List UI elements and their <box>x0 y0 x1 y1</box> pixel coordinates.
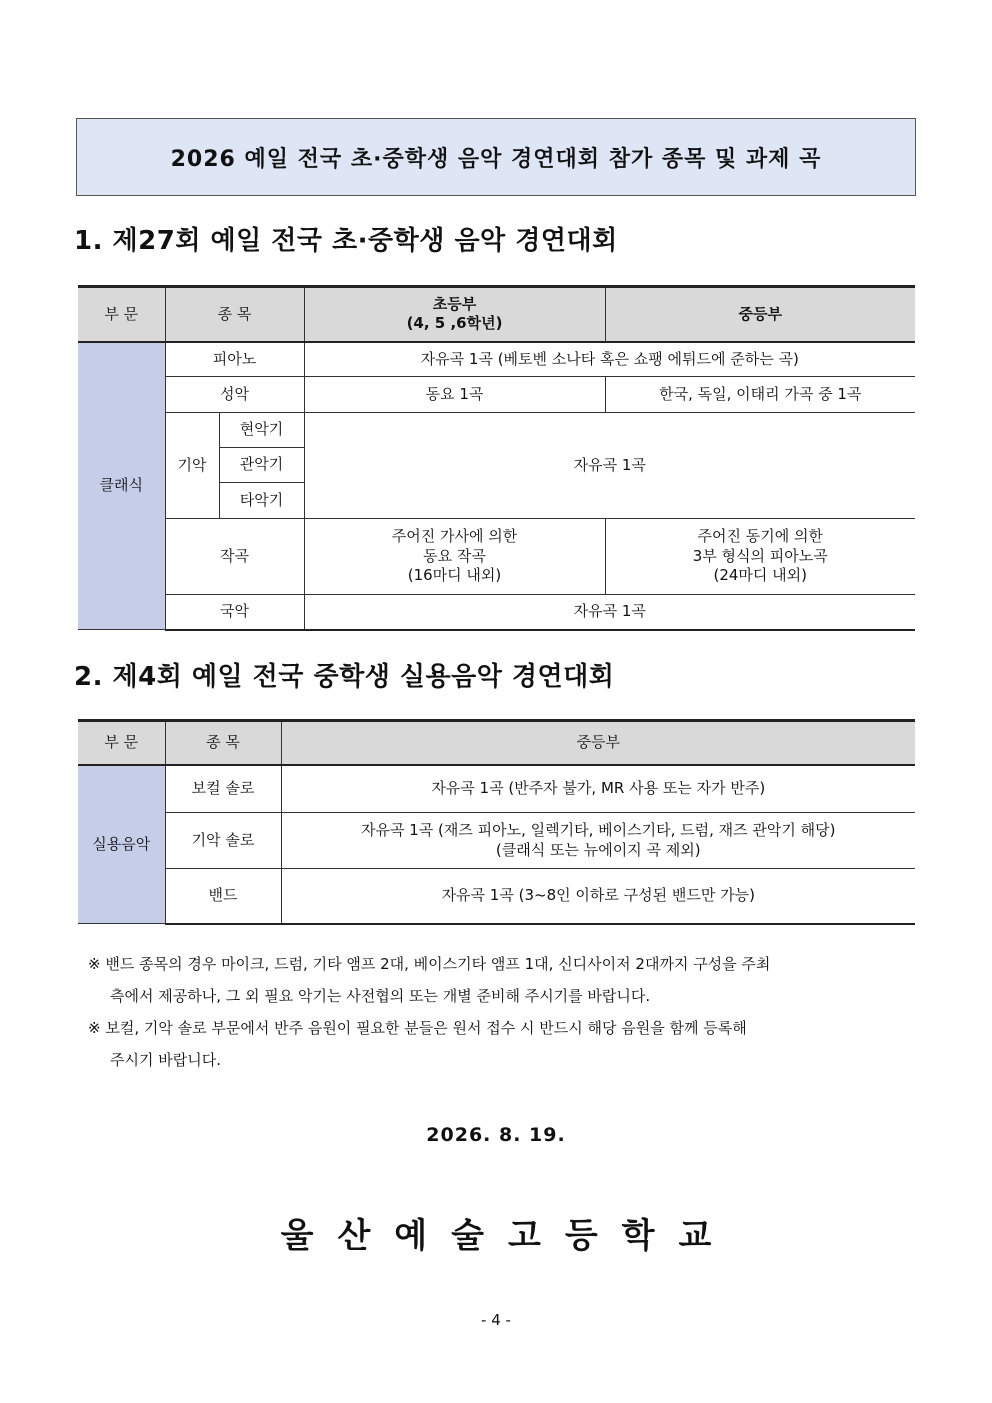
section1-heading: 1. 제27회 예일 전국 초·중학생 음악 경연대회 <box>74 226 618 256</box>
comp-elem-line3: (16마디 내외) <box>407 566 502 585</box>
instr-solo-line2: (클래식 또는 뉴에이지 곡 제외) <box>495 840 701 859</box>
header-middle: 중등부 <box>605 287 915 342</box>
event-strings: 현악기 <box>219 413 304 448</box>
notes <box>88 948 928 1076</box>
event-percussion: 타악기 <box>219 483 304 519</box>
comp-elem-line2: 동요 작곡 <box>423 546 486 565</box>
document-date: 2026. 8. 19. <box>426 1124 566 1146</box>
header-event: 종 목 <box>165 287 304 342</box>
section2-heading: 2. 제4회 예일 전국 중학생 실용음악 경연대회 <box>74 662 615 692</box>
piece-band: 자유곡 1곡 (3~8인 이하로 구성된 밴드만 가능) <box>281 869 915 924</box>
category-classical: 클래식 <box>78 342 165 630</box>
header-dept: 부 문 <box>78 287 165 342</box>
note2-line1: ※ 보컬, 기악 솔로 부문에서 반주 음원이 필요한 분들은 원서 접수 시 반드시 해당 음원을 함께 등록해 <box>88 1019 747 1037</box>
header-dept: 부 문 <box>78 721 165 765</box>
note1-line1: ※ 밴드 종목의 경우 마이크, 드럼, 기타 앰프 2대, 베이스기타 앰프 1대, 신디사이저 2대까지 구성을 주최 <box>88 955 771 973</box>
event-instrumental-solo: 기악 솔로 <box>165 813 281 869</box>
section2-table <box>78 719 915 925</box>
piece-piano: 자유곡 1곡 (베토벤 소나타 혹은 쇼팽 에튀드에 준하는 곡) <box>304 342 915 377</box>
comp-mid-line3: (24마디 내외) <box>713 566 808 585</box>
note2-line2: 주시기 바랍니다. <box>110 1051 221 1069</box>
comp-mid-line1: 주어진 동기에 의한 <box>697 527 823 546</box>
header-elementary-label: 초등부 <box>432 294 477 313</box>
category-practical-music: 실용음악 <box>78 765 165 924</box>
piece-composition-middle <box>605 519 915 595</box>
event-vocal-solo: 보컬 솔로 <box>165 765 281 813</box>
piece-composition-elementary <box>304 519 605 595</box>
header-elementary <box>304 287 605 342</box>
page-number: - 4 - <box>481 1311 511 1329</box>
document-title: 2026 예일 전국 초·중학생 음악 경연대회 참가 종목 및 과제 곡 <box>76 118 916 196</box>
event-band: 밴드 <box>165 869 281 924</box>
piece-vocal-elementary: 동요 1곡 <box>304 377 605 413</box>
section1-table <box>78 285 915 631</box>
event-vocal: 성악 <box>165 377 304 413</box>
header-event: 종 목 <box>165 721 281 765</box>
school-name: 울산예술고등학교 <box>280 1216 736 1256</box>
event-piano: 피아노 <box>165 342 304 377</box>
event-korean-music: 국악 <box>165 595 304 630</box>
event-instrumental: 기악 <box>165 413 219 519</box>
piece-korean-music: 자유곡 1곡 <box>304 595 915 630</box>
piece-instrumental-solo <box>281 813 915 869</box>
event-composition: 작곡 <box>165 519 304 595</box>
event-winds: 관악기 <box>219 448 304 483</box>
header-elementary-grades: (4, 5 ,6학년) <box>406 314 503 333</box>
note1-line2: 측에서 제공하나, 그 외 필요 악기는 사전협의 또는 개별 준비해 주시기를 바랍니다. <box>110 987 651 1005</box>
comp-mid-line2: 3부 형식의 피아노곡 <box>692 546 828 565</box>
instr-solo-line1: 자유곡 1곡 (재즈 피아노, 일렉기타, 베이스기타, 드럼, 재즈 관악기 해당) <box>361 821 836 839</box>
piece-instrumental: 자유곡 1곡 <box>304 413 915 519</box>
piece-vocal-solo: 자유곡 1곡 (반주자 불가, MR 사용 또는 자가 반주) <box>281 765 915 813</box>
comp-elem-line1: 주어진 가사에 의한 <box>391 527 518 546</box>
piece-vocal-middle: 한국, 독일, 이태리 가곡 중 1곡 <box>605 377 915 413</box>
header-middle: 중등부 <box>281 721 915 765</box>
